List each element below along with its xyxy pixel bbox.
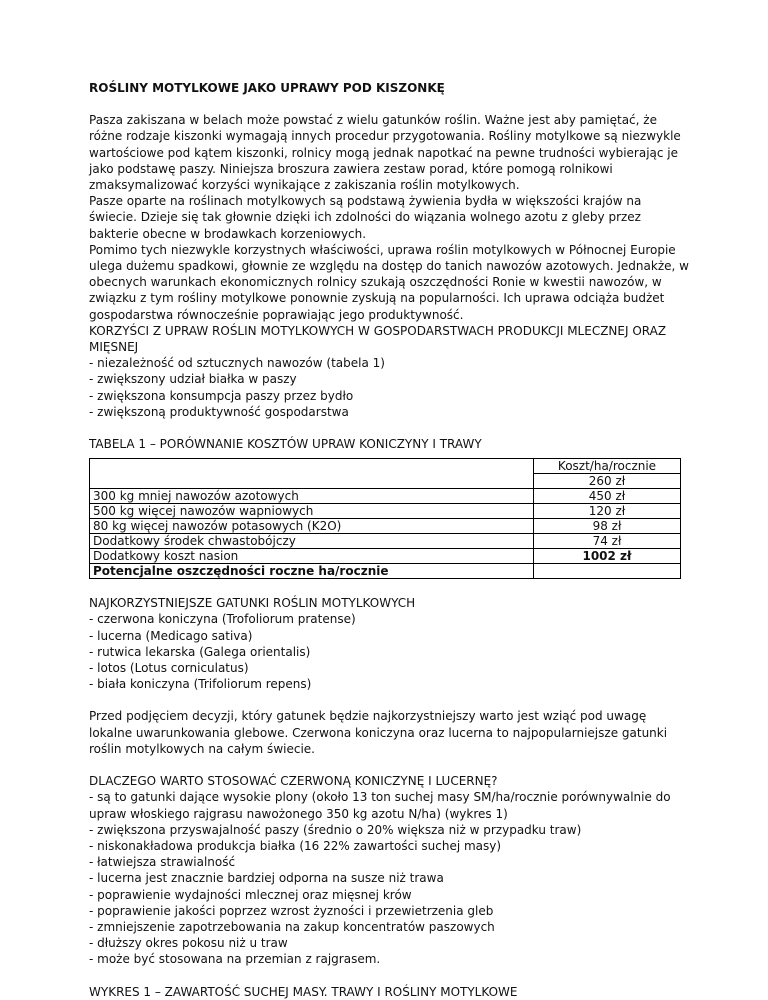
table-cell: 120 zł xyxy=(534,504,681,519)
table-cell xyxy=(534,564,681,579)
list-item: - zwiększona konsumpcja paszy przez bydło xyxy=(89,388,354,403)
list-item: - może być stosowana na przemian z rajgrasem. xyxy=(89,952,381,967)
list-item: - zwiększona przyswajalność paszy (średnio o 20% większa niż w przypadku traw) xyxy=(89,822,582,837)
table-row xyxy=(90,489,681,504)
table-row-total xyxy=(90,564,681,579)
list-item: - poprawienie jakości poprzez wzrost żyzności i przewietrzenia gleb xyxy=(89,903,494,918)
table-row xyxy=(90,534,681,549)
table-row xyxy=(90,459,681,474)
list-item: - rutwica lekarska (Galega orientalis) xyxy=(89,644,311,659)
paragraph-decline: Pomimo tych niezwykle korzystnych właściwości, uprawa roślin motylkowych w Północnej Europie ulega dużemu spadkowi, głownie ze względu na dostęp do tanich nawozów azotowych. Jednakże, w obecnych warunkach ekonomicznych rolnicy szukają oszczędności Ronie w kwestii nawozów, w związku z tym rośliny motylkowe ponownie zyskują na popularności. Ich uprawa odciąża budżet gospodarstwa równocześnie poprawiając jego produktywność. xyxy=(89,242,689,322)
list-item: - lucerna (Medicago sativa) xyxy=(89,628,253,643)
list-item: - zmniejszenie zapotrzebowania na zakup koncentratów paszowych xyxy=(89,919,495,934)
list-item: - biała koniczyna (Trifoliorum repens) xyxy=(89,677,312,692)
list-item: - zwiększoną produktywność gospodarstwa xyxy=(89,404,349,419)
document-title: ROŚLINY MOTYLKOWE JAKO UPRAWY POD KISZONKĘ xyxy=(89,81,445,95)
list-item: - lotos (Lotus corniculatus) xyxy=(89,661,249,676)
table-cell: 450 zł xyxy=(534,489,681,504)
benefits-heading: KORZYŚCI Z UPRAW ROŚLIN MOTYLKOWYCH W GOSPODARSTWACH PRODUKCJI MLECZNEJ ORAZ MIĘSNEJ xyxy=(89,323,667,355)
table-row xyxy=(90,549,681,564)
intro-paragraph: Pasza zakiszana w belach może powstać z wielu gatunków roślin. Ważne jest aby pamiętać, że różne rodzaje kiszonki wymagają innych procedur przygotowania. Rośliny motylkowe są niezwykle wartościowe pod kątem kiszonki, rolnicy mogą jednak napotkać na pewne trudności wybierając je jako podstawę paszy. Niniejsza broszura zawiera zestaw porad, które pomogą rolnikowi zmaksymalizować korzyści wynikające z zakiszania roślin motylkowych. xyxy=(89,113,681,193)
table-cell: 74 zł xyxy=(534,534,681,549)
table-cell: 500 kg więcej nawozów wapniowych xyxy=(90,504,534,519)
cost-comparison-table xyxy=(89,458,681,579)
table-cell: 1002 zł xyxy=(534,549,681,564)
why-list xyxy=(89,789,689,967)
list-item: - zwiększony udział białka w paszy xyxy=(89,372,297,387)
list-item: - poprawienie wydajności mlecznej oraz mięsnej krów xyxy=(89,887,412,902)
list-item: - niskonakładowa produkcja białka (16 22% zawartości suchej masy) xyxy=(89,838,502,853)
list-item: - dłuższy okres pokosu niż u traw xyxy=(89,936,288,951)
table-cell: 98 zł xyxy=(534,519,681,534)
table-title: TABELA 1 – PORÓWNANIE KOSZTÓW UPRAW KONICZYNY I TRAWY xyxy=(89,437,482,452)
list-item: - czerwona koniczyna (Trofoliorum pratense) xyxy=(89,612,356,627)
table-cell: Potencjalne oszczędności roczne ha/rocznie xyxy=(90,564,534,579)
list-item: - są to gatunki dające wysokie plony (około 13 ton suchej masy SM/ha/rocznie porównywalnie do upraw włoskiego rajgrasu nawożonego 350 kg azotu N/ha) (wykres 1) xyxy=(89,790,671,821)
table-row xyxy=(90,504,681,519)
table-cell: 80 kg więcej nawozów potasowych (K2O) xyxy=(90,519,534,534)
table-cell: 260 zł xyxy=(534,474,681,489)
list-item: - niezależność od sztucznych nawozów (tabela 1) xyxy=(89,356,385,371)
why-heading: DLACZEGO WARTO STOSOWAĆ CZERWONĄ KONICZYNĘ I LUCERNĘ? xyxy=(89,774,498,789)
list-item: - lucerna jest znacznie bardziej odporna na susze niż trawa xyxy=(89,871,444,886)
table-cell: 300 kg mniej nawozów azotowych xyxy=(90,489,534,504)
table-cell: Dodatkowy koszt nasion xyxy=(90,549,534,564)
paragraph-soil-conditions: Przed podjęciem decyzji, który gatunek będzie najkorzystniejszy warto jest wziąć pod uwagę lokalne uwarunkowania glebowe. Czerwona koniczyna oraz lucerna to najpopularniejsze gatunki roślin motylkowych na całym świecie. xyxy=(89,709,668,756)
chart-caption: WYKRES 1 – ZAWARTOŚĆ SUCHEJ MASY. TRAWY I ROŚLINY MOTYLKOWE xyxy=(89,984,518,999)
paragraph-nitrogen-fixation: Pasze oparte na roślinach motylkowych są podstawą żywienia bydła w większości krajów na świecie. Dzieje się tak głownie dzięki ich zdolności do wiązania wolnego azotu z gleby przez bakterie obecne w brodawkach korzeniowych. xyxy=(89,194,642,241)
list-item: - łatwiejsza strawialność xyxy=(89,855,236,870)
species-list xyxy=(89,611,689,692)
table-cell: Dodatkowy środek chwastobójczy xyxy=(90,534,534,549)
table-row xyxy=(90,519,681,534)
benefits-list xyxy=(89,355,689,420)
species-heading: NAJKORZYSTNIEJSZE GATUNKI ROŚLIN MOTYLKOWYCH xyxy=(89,596,416,611)
table-cell xyxy=(90,459,534,489)
document-page xyxy=(89,80,689,1000)
table-header-cost: Koszt/ha/rocznie xyxy=(534,459,681,474)
